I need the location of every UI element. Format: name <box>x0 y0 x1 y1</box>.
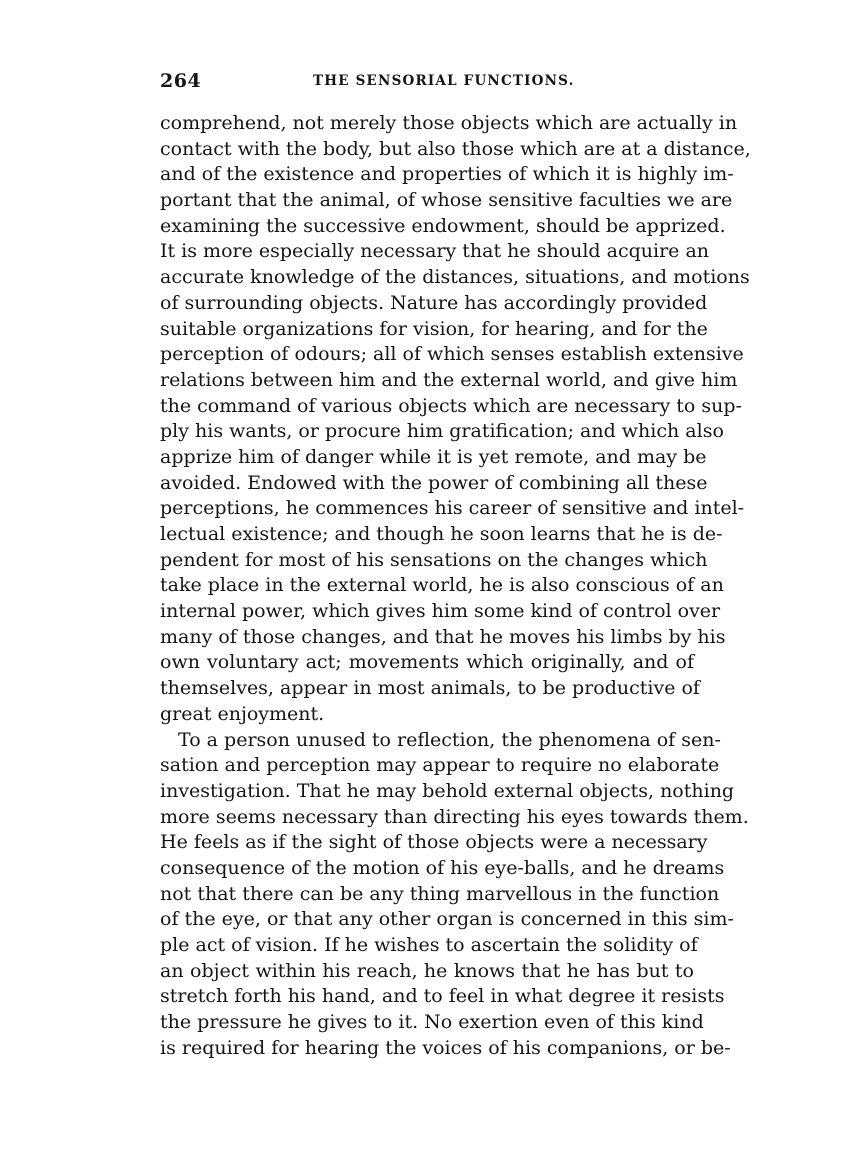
text-line: ply his wants, or procure him gratification; and which also <box>160 420 724 443</box>
paragraph <box>160 728 749 1062</box>
text-line: stretch forth his hand, and to feel in what degree it resists <box>160 985 725 1008</box>
body-text <box>160 111 751 1061</box>
text-line: It is more especially necessary that he should acquire an <box>160 240 710 263</box>
text-line: apprize him of danger while it is yet remote, and may be <box>160 445 707 468</box>
text-line: themselves, appear in most animals, to be productive of <box>160 677 700 700</box>
text-line: take place in the external world, he is also conscious of an <box>160 574 724 597</box>
text-line: not that there can be any thing marvellous in the function <box>160 882 720 905</box>
section-title: THE SENSORIAL FUNCTIONS. <box>313 73 575 89</box>
text-line: ple act of vision. If he wishes to ascertain the solidity of <box>160 934 698 956</box>
text-line: contact with the body, but also those which are at a distance, <box>160 137 751 160</box>
text-line: To a person unused to reflection, the phenomena of sen- <box>178 728 721 751</box>
text-line: own voluntary act; movements which originally, and of <box>160 651 694 674</box>
text-line: great enjoyment. <box>160 702 325 725</box>
text-line: suitable organizations for vision, for hearing, and for the <box>160 317 708 340</box>
text-line: sation and perception may appear to require no elaborate <box>160 754 720 777</box>
text-line: more seems necessary than directing his eyes towards them. <box>160 805 749 828</box>
text-line: perceptions, he commences his career of sensitive and intel- <box>160 497 745 520</box>
text-line: of surrounding objects. Nature has accordingly provided <box>160 291 708 314</box>
text-line: avoided. Endowed with the power of combining all these <box>160 471 708 494</box>
text-line: comprehend, not merely those objects which are actually in <box>160 112 738 134</box>
text-line: lectual existence; and though he soon learns that he is de- <box>160 523 723 545</box>
running-head <box>160 70 694 92</box>
paragraph <box>160 111 751 728</box>
text-line: the pressure he gives to it. No exertion even of this kind <box>160 1011 704 1034</box>
text-line: the command of various objects which are necessary to sup- <box>160 394 742 417</box>
text-line: accurate knowledge of the distances, situations, and motions <box>160 266 750 289</box>
text-line: internal power, which gives him some kind of control over <box>160 600 721 623</box>
text-line: portant that the animal, of whose sensitive faculties we are <box>160 189 733 212</box>
text-line: pendent for most of his sensations on the changes which <box>160 548 708 571</box>
text-line: investigation. That he may behold external objects, nothing <box>160 779 735 802</box>
text-line: examining the successive endowment, should be apprized. <box>160 214 726 237</box>
text-line: relations between him and the external world, and give him <box>160 368 738 391</box>
page-number: 264 <box>160 70 202 92</box>
text-line: is required for hearing the voices of his companions, or be- <box>160 1036 731 1059</box>
text-line: of the eye, or that any other organ is concerned in this sim- <box>160 908 734 931</box>
text-line: and of the existence and properties of which it is highly im- <box>160 163 734 186</box>
text-line: an object within his reach, he knows that he has but to <box>160 959 694 982</box>
text-line: perception of odours; all of which senses establish extensive <box>160 343 744 366</box>
text-line: many of those changes, and that he moves his limbs by his <box>160 625 726 648</box>
text-line: He feels as if the sight of those objects were a necessary <box>160 831 708 854</box>
text-line: consequence of the motion of his eye-balls, and he dreams <box>160 856 725 879</box>
